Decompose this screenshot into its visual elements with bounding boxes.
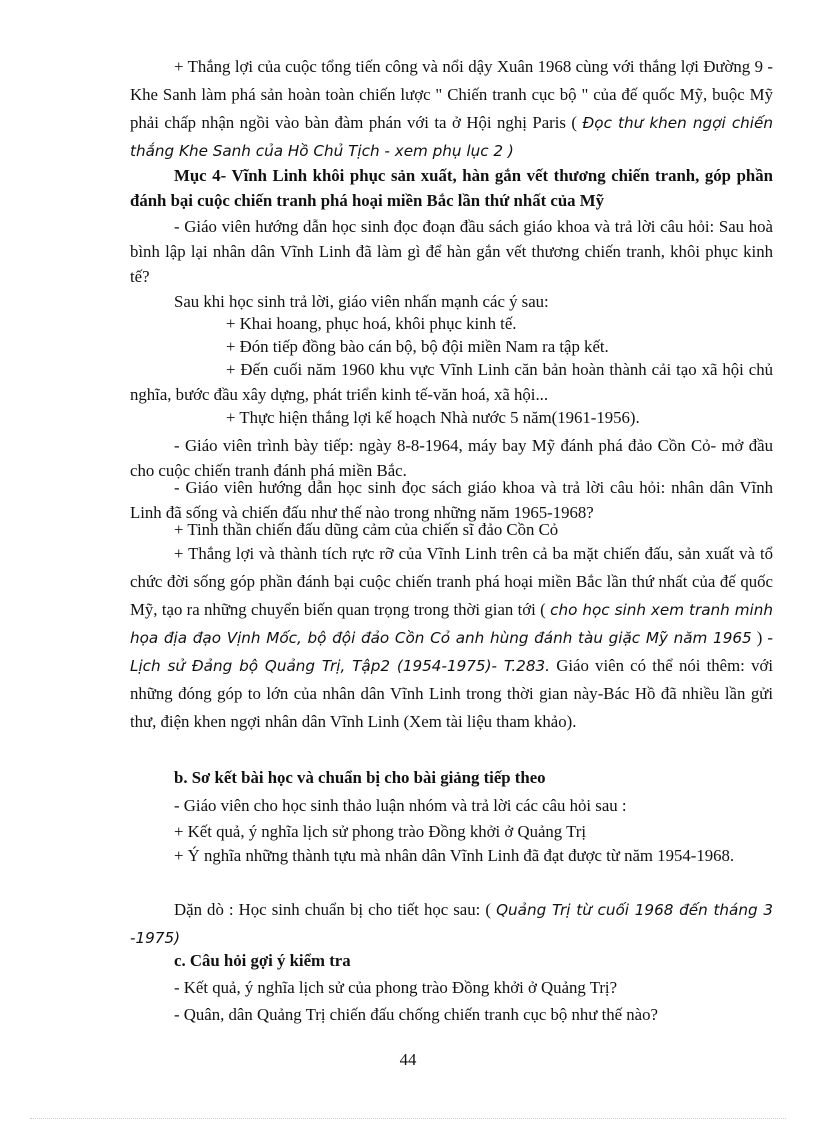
paragraph-guide-2: - Giáo viên hướng dẫn học sinh đọc sách giáo khoa và trả lời câu hỏi: nhân dân Vĩnh Linh đã sống và chiến đấu như thế nào trong những năm 1965-1968? xyxy=(130,478,773,522)
italic-note: Quảng Trị từ cuối 1968 đến tháng 3 -1975) xyxy=(130,901,773,947)
page-number: 44 xyxy=(399,1050,417,1069)
paragraph-khe-sanh: + Thắng lợi của cuộc tổng tiến công và nổi dậy Xuân 1968 cùng với thắng lợi Đường 9 - Khe Sanh làm phá sản hoàn toàn chiến lược " Chiến tranh cục bộ " của đế quốc Mỹ, buộc Mỹ phải chấp nhận ngồi vào bàn đàm phán với ta ở Hội nghị Paris ( Đọc thư khen ngợi chiến thắng Khe Sanh của Hồ Chủ Tịch - xem phụ lục 2 ) xyxy=(130,57,773,160)
question-item: - Kết quả, ý nghĩa lịch sử của phong trào Đồng khởi ở Quảng Trị? xyxy=(174,978,618,997)
paragraph-discussion: - Giáo viên cho học sinh thảo luận nhóm và trả lời các câu hỏi sau : xyxy=(174,796,627,815)
italic-note: Đọc thư khen ngợi chiến thắng Khe Sanh của Hồ Chủ Tịch - xem phụ lục 2 ) xyxy=(130,114,773,160)
page-bottom-divider xyxy=(30,1118,786,1119)
question-item: - Quân, dân Quảng Trị chiến đấu chống chiến tranh cục bộ như thế nào? xyxy=(174,1005,658,1024)
section-heading-c: c. Câu hỏi gợi ý kiểm tra xyxy=(174,951,351,970)
paragraph-spirit: + Tinh thần chiến đấu dũng cảm của chiến sĩ đảo Cồn Cỏ xyxy=(174,520,559,539)
question-item: + Kết quả, ý nghĩa lịch sử phong trào Đồng khởi ở Quảng Trị xyxy=(174,822,586,841)
italic-citation: Lịch sử Đảng bộ Quảng Trị, Tập2 (1954-1975)- T.283. xyxy=(130,657,550,675)
bullet-item: + Đón tiếp đồng bào cán bộ, bộ đội miền Nam ra tập kết. xyxy=(226,337,609,356)
italic-note: cho học sinh xem tranh minh họa địa đạo Vịnh Mốc, bộ đội đảo Cồn Cỏ anh hùng đánh tàu giặc Mỹ năm 1965 xyxy=(130,601,773,647)
bullet-item: + Đến cuối năm 1960 khu vực Vĩnh Linh căn bản hoàn thành cải tạo xã hội chủ nghĩa, bước đầu xây dựng, phát triển kinh tế-văn hoá, xã hội... xyxy=(130,360,773,404)
paragraph-homework: Dặn dò : Học sinh chuẩn bị cho tiết học sau: ( Quảng Trị từ cuối 1968 đến tháng 3 -1975) xyxy=(130,900,773,947)
section-heading-b: b. Sơ kết bài học và chuẩn bị cho bài giảng tiếp theo xyxy=(174,768,546,787)
paragraph-achievements: + Thắng lợi và thành tích rực rỡ của Vĩnh Linh trên cả ba mặt chiến đấu, sản xuất và tổ chức đời sống góp phần đánh bại cuộc chiến tranh phá hoại miền Bắc lần thứ nhất của đế quốc Mỹ, tạo ra những chuyển biến quan trọng trong thời gian tới ( cho học sinh xem tranh minh họa địa đạo Vịnh Mốc, bộ đội đảo Cồn Cỏ anh hùng đánh tàu giặc Mỹ năm 1965 ) - Lịch sử Đảng bộ Quảng Trị, Tập2 (1954-1975)- T.283. Giáo viên có thể nói thêm: với những đóng góp to lớn của nhân dân Vĩnh Linh trong thời gian này-Bác Hồ đã nhiều lần gửi thư, điện khen ngợi nhân dân Vĩnh Linh (Xem tài liệu tham khảo). xyxy=(130,544,774,731)
bullet-item: + Thực hiện thắng lợi kế hoạch Nhà nước 5 năm(1961-1956). xyxy=(226,408,640,427)
question-item: + Ý nghĩa những thành tựu mà nhân dân Vĩnh Linh đã đạt được từ năm 1954-1968. xyxy=(174,846,735,865)
paragraph-con-co: - Giáo viên trình bày tiếp: ngày 8-8-1964, máy bay Mỹ đánh phá đảo Cồn Cỏ- mở đầu cho cuộc chiến tranh đánh phá miền Bắc. xyxy=(130,436,773,480)
bullet-item: + Khai hoang, phục hoá, khôi phục kinh tế. xyxy=(226,314,517,333)
section-heading-muc4: Mục 4- Vĩnh Linh khôi phục sản xuất, hàn gắn vết thương chiến tranh, góp phần đánh bại cuộc chiến tranh phá hoại miền Bắc lần thứ nhất của Mỹ xyxy=(130,166,773,210)
paragraph-emphasis: Sau khi học sinh trả lời, giáo viên nhấn mạnh các ý sau: xyxy=(174,292,549,311)
paragraph-guide-1: - Giáo viên hướng dẫn học sinh đọc đoạn đầu sách giáo khoa và trả lời câu hỏi: Sau hoà bình lập lại nhân dân Vĩnh Linh đã làm gì để hàn gắn vết thương chiến tranh, khôi phục kinh tế? xyxy=(130,217,773,286)
